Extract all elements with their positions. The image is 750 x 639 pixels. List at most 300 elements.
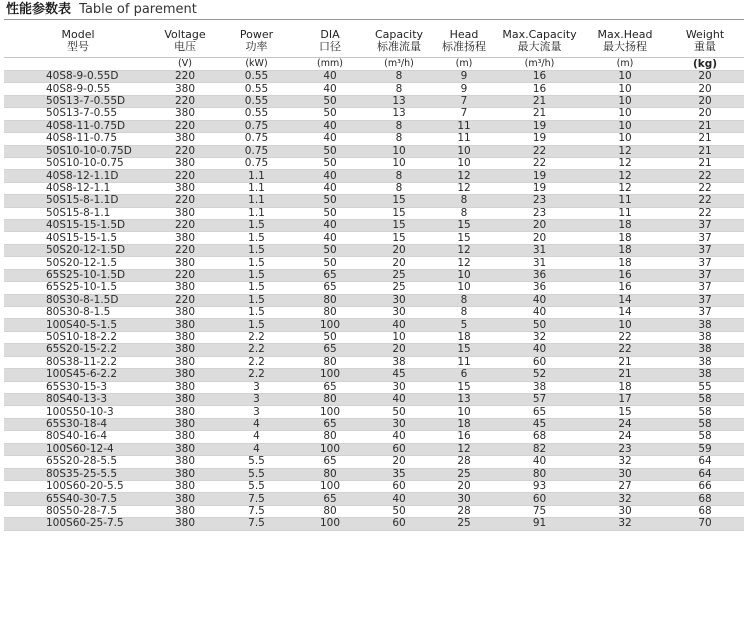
cell-weight: 21	[666, 120, 744, 132]
cell-head: 11	[433, 120, 495, 132]
header-dia-zh: 口径	[319, 39, 341, 53]
cell-head: 8	[433, 207, 495, 219]
cell-max-capacity: 23	[495, 195, 584, 207]
cell-model: 80S40-16-4	[4, 431, 152, 443]
cell-capacity: 20	[365, 244, 433, 256]
header-capacity	[365, 24, 433, 58]
cell-weight: 55	[666, 381, 744, 393]
cell-capacity: 40	[365, 493, 433, 505]
cell-voltage: 380	[152, 282, 218, 294]
cell-model: 40S8-9-0.55	[4, 83, 152, 95]
cell-model: 80S38-11-2.2	[4, 356, 152, 368]
header-max-head	[584, 24, 666, 58]
cell-model: 50S10-10-0.75D	[4, 145, 152, 157]
header-voltage	[152, 24, 218, 58]
cell-max-head: 22	[584, 331, 666, 343]
cell-power: 3	[218, 381, 295, 393]
cell-dia: 100	[295, 443, 365, 455]
cell-power: 0.75	[218, 120, 295, 132]
cell-max-capacity: 16	[495, 83, 584, 95]
cell-capacity: 25	[365, 269, 433, 281]
header-max-capacity-zh: 最大流量	[517, 39, 562, 53]
cell-head: 18	[433, 418, 495, 430]
cell-dia: 80	[295, 393, 365, 405]
cell-capacity: 30	[365, 294, 433, 306]
cell-power: 5.5	[218, 480, 295, 492]
cell-max-capacity: 68	[495, 431, 584, 443]
cell-power: 7.5	[218, 505, 295, 517]
cell-dia: 40	[295, 133, 365, 145]
cell-capacity: 25	[365, 282, 433, 294]
cell-weight: 22	[666, 207, 744, 219]
cell-max-capacity: 40	[495, 307, 584, 319]
cell-power: 1.5	[218, 307, 295, 319]
cell-power: 2.2	[218, 356, 295, 368]
cell-weight: 21	[666, 157, 744, 169]
cell-max-capacity: 21	[495, 95, 584, 107]
table-row	[4, 369, 744, 381]
cell-capacity: 40	[365, 319, 433, 331]
cell-capacity: 50	[365, 406, 433, 418]
cell-weight: 22	[666, 170, 744, 182]
cell-capacity: 45	[365, 369, 433, 381]
cell-weight: 37	[666, 257, 744, 269]
cell-max-capacity: 60	[495, 493, 584, 505]
cell-max-capacity: 20	[495, 232, 584, 244]
cell-model: 50S13-7-0.55	[4, 108, 152, 120]
cell-capacity: 13	[365, 95, 433, 107]
cell-max-head: 11	[584, 195, 666, 207]
cell-dia: 80	[295, 505, 365, 517]
cell-weight: 38	[666, 344, 744, 356]
cell-head: 10	[433, 282, 495, 294]
unit-head: (m)	[433, 58, 495, 71]
cell-weight: 64	[666, 456, 744, 468]
cell-capacity: 15	[365, 232, 433, 244]
cell-capacity: 15	[365, 207, 433, 219]
cell-voltage: 380	[152, 431, 218, 443]
cell-model: 40S8-9-0.55D	[4, 71, 152, 83]
cell-max-head: 18	[584, 381, 666, 393]
title-divider	[4, 19, 744, 20]
cell-power: 2.2	[218, 344, 295, 356]
cell-power: 1.1	[218, 207, 295, 219]
cell-capacity: 30	[365, 307, 433, 319]
cell-head: 18	[433, 331, 495, 343]
cell-head: 6	[433, 369, 495, 381]
cell-voltage: 380	[152, 108, 218, 120]
table-row	[4, 71, 744, 83]
cell-max-capacity: 32	[495, 331, 584, 343]
cell-max-head: 11	[584, 207, 666, 219]
cell-head: 12	[433, 257, 495, 269]
table-row	[4, 443, 744, 455]
cell-power: 1.5	[218, 282, 295, 294]
header-dia	[295, 24, 365, 58]
cell-model: 65S20-28-5.5	[4, 456, 152, 468]
cell-max-capacity: 16	[495, 71, 584, 83]
cell-max-capacity: 82	[495, 443, 584, 455]
header-model-en: Model	[61, 27, 95, 41]
cell-max-head: 18	[584, 220, 666, 232]
cell-voltage: 380	[152, 381, 218, 393]
cell-power: 4	[218, 443, 295, 455]
cell-head: 10	[433, 406, 495, 418]
cell-voltage: 380	[152, 456, 218, 468]
cell-max-capacity: 57	[495, 393, 584, 405]
cell-capacity: 30	[365, 418, 433, 430]
cell-max-head: 21	[584, 356, 666, 368]
cell-max-head: 24	[584, 431, 666, 443]
cell-power: 1.5	[218, 257, 295, 269]
table-row	[4, 393, 744, 405]
cell-max-head: 10	[584, 83, 666, 95]
table-row	[4, 145, 744, 157]
cell-capacity: 8	[365, 182, 433, 194]
cell-max-capacity: 40	[495, 294, 584, 306]
cell-max-head: 10	[584, 319, 666, 331]
cell-max-head: 32	[584, 493, 666, 505]
cell-voltage: 380	[152, 307, 218, 319]
cell-head: 12	[433, 443, 495, 455]
cell-model: 65S40-30-7.5	[4, 493, 152, 505]
cell-max-capacity: 19	[495, 182, 584, 194]
cell-capacity: 8	[365, 133, 433, 145]
cell-dia: 65	[295, 282, 365, 294]
table-row	[4, 431, 744, 443]
unit-power: (kW)	[218, 58, 295, 71]
cell-dia: 50	[295, 207, 365, 219]
cell-weight: 22	[666, 182, 744, 194]
cell-voltage: 380	[152, 356, 218, 368]
cell-dia: 80	[295, 468, 365, 480]
cell-capacity: 13	[365, 108, 433, 120]
cell-power: 0.55	[218, 95, 295, 107]
cell-model: 65S30-18-4	[4, 418, 152, 430]
cell-max-capacity: 93	[495, 480, 584, 492]
cell-max-head: 10	[584, 120, 666, 132]
cell-weight: 58	[666, 431, 744, 443]
cell-max-capacity: 22	[495, 145, 584, 157]
unit-weight: (kg)	[666, 58, 744, 71]
cell-max-capacity: 19	[495, 133, 584, 145]
cell-dia: 40	[295, 170, 365, 182]
cell-weight: 22	[666, 195, 744, 207]
cell-voltage: 220	[152, 220, 218, 232]
cell-dia: 40	[295, 71, 365, 83]
cell-head: 15	[433, 220, 495, 232]
unit-max-head: (m)	[584, 58, 666, 71]
cell-head: 11	[433, 133, 495, 145]
cell-capacity: 60	[365, 480, 433, 492]
cell-max-head: 32	[584, 518, 666, 530]
cell-capacity: 30	[365, 381, 433, 393]
cell-power: 1.5	[218, 244, 295, 256]
cell-voltage: 380	[152, 207, 218, 219]
table-row	[4, 257, 744, 269]
cell-max-capacity: 19	[495, 120, 584, 132]
cell-model: 50S20-12-1.5	[4, 257, 152, 269]
cell-capacity: 8	[365, 83, 433, 95]
cell-voltage: 220	[152, 244, 218, 256]
table-row	[4, 207, 744, 219]
cell-max-head: 21	[584, 369, 666, 381]
cell-max-head: 10	[584, 108, 666, 120]
cell-max-head: 17	[584, 393, 666, 405]
table-row	[4, 195, 744, 207]
cell-model: 65S25-10-1.5	[4, 282, 152, 294]
cell-max-capacity: 80	[495, 468, 584, 480]
cell-max-capacity: 36	[495, 282, 584, 294]
cell-head: 8	[433, 294, 495, 306]
cell-voltage: 380	[152, 331, 218, 343]
unit-row	[4, 58, 744, 71]
cell-voltage: 220	[152, 120, 218, 132]
cell-head: 8	[433, 195, 495, 207]
cell-capacity: 15	[365, 195, 433, 207]
cell-weight: 38	[666, 331, 744, 343]
cell-dia: 80	[295, 307, 365, 319]
header-power	[218, 24, 295, 58]
cell-dia: 40	[295, 182, 365, 194]
cell-power: 2.2	[218, 331, 295, 343]
cell-head: 28	[433, 456, 495, 468]
cell-dia: 80	[295, 356, 365, 368]
cell-max-head: 12	[584, 182, 666, 194]
cell-voltage: 380	[152, 406, 218, 418]
cell-max-capacity: 20	[495, 220, 584, 232]
header-capacity-en: Capacity	[374, 27, 424, 41]
cell-dia: 40	[295, 83, 365, 95]
cell-max-capacity: 65	[495, 406, 584, 418]
spec-table	[4, 24, 744, 531]
cell-dia: 40	[295, 232, 365, 244]
table-row	[4, 406, 744, 418]
unit-max-capacity: (m³/h)	[495, 58, 584, 71]
cell-weight: 20	[666, 95, 744, 107]
cell-capacity: 50	[365, 505, 433, 517]
cell-voltage: 380	[152, 518, 218, 530]
header-max-capacity	[495, 24, 584, 58]
cell-weight: 68	[666, 505, 744, 517]
cell-model: 80S30-8-1.5D	[4, 294, 152, 306]
cell-max-head: 27	[584, 480, 666, 492]
cell-max-capacity: 40	[495, 344, 584, 356]
cell-dia: 80	[295, 294, 365, 306]
cell-head: 12	[433, 244, 495, 256]
cell-max-head: 12	[584, 145, 666, 157]
cell-power: 5.5	[218, 468, 295, 480]
cell-max-head: 14	[584, 307, 666, 319]
cell-max-capacity: 21	[495, 108, 584, 120]
cell-max-head: 10	[584, 71, 666, 83]
cell-weight: 37	[666, 307, 744, 319]
cell-weight: 21	[666, 133, 744, 145]
cell-max-capacity: 36	[495, 269, 584, 281]
cell-voltage: 380	[152, 505, 218, 517]
cell-voltage: 220	[152, 71, 218, 83]
cell-model: 40S8-11-0.75	[4, 133, 152, 145]
cell-model: 100S60-25-7.5	[4, 518, 152, 530]
cell-power: 0.55	[218, 83, 295, 95]
table-row	[4, 344, 744, 356]
cell-voltage: 380	[152, 418, 218, 430]
table-row	[4, 95, 744, 107]
cell-voltage: 380	[152, 493, 218, 505]
cell-model: 80S40-13-3	[4, 393, 152, 405]
table-row	[4, 157, 744, 169]
cell-power: 2.2	[218, 369, 295, 381]
table-row	[4, 294, 744, 306]
header-head-zh: 标准扬程	[442, 39, 486, 53]
cell-power: 0.75	[218, 157, 295, 169]
cell-head: 25	[433, 468, 495, 480]
header-model	[4, 24, 152, 58]
cell-capacity: 38	[365, 356, 433, 368]
cell-max-head: 10	[584, 133, 666, 145]
cell-dia: 100	[295, 319, 365, 331]
cell-power: 1.1	[218, 195, 295, 207]
cell-capacity: 35	[365, 468, 433, 480]
cell-capacity: 40	[365, 393, 433, 405]
header-head	[433, 24, 495, 58]
cell-dia: 50	[295, 244, 365, 256]
cell-weight: 58	[666, 406, 744, 418]
cell-head: 5	[433, 319, 495, 331]
table-row	[4, 170, 744, 182]
cell-dia: 65	[295, 456, 365, 468]
cell-model: 40S15-15-1.5	[4, 232, 152, 244]
cell-weight: 37	[666, 282, 744, 294]
header-row	[4, 24, 744, 58]
cell-voltage: 380	[152, 393, 218, 405]
cell-voltage: 380	[152, 344, 218, 356]
table-row	[4, 269, 744, 281]
cell-max-head: 32	[584, 456, 666, 468]
cell-weight: 37	[666, 294, 744, 306]
cell-head: 15	[433, 344, 495, 356]
cell-max-head: 15	[584, 406, 666, 418]
cell-power: 3	[218, 406, 295, 418]
cell-weight: 37	[666, 244, 744, 256]
header-voltage-zh: 电压	[174, 39, 196, 53]
cell-voltage: 380	[152, 480, 218, 492]
cell-dia: 40	[295, 120, 365, 132]
cell-dia: 65	[295, 381, 365, 393]
table-row	[4, 133, 744, 145]
table-row	[4, 505, 744, 517]
unit-model	[4, 58, 152, 71]
cell-voltage: 380	[152, 83, 218, 95]
header-max-head-en: Max.Head	[597, 27, 653, 41]
cell-capacity: 20	[365, 456, 433, 468]
cell-weight: 64	[666, 468, 744, 480]
cell-weight: 20	[666, 108, 744, 120]
header-max-head-zh: 最大扬程	[603, 39, 647, 53]
cell-head: 7	[433, 108, 495, 120]
cell-weight: 20	[666, 71, 744, 83]
table-row	[4, 480, 744, 492]
cell-head: 20	[433, 480, 495, 492]
cell-head: 12	[433, 170, 495, 182]
cell-head: 9	[433, 71, 495, 83]
table-row	[4, 319, 744, 331]
table-row	[4, 418, 744, 430]
cell-dia: 50	[295, 157, 365, 169]
cell-max-capacity: 50	[495, 319, 584, 331]
cell-head: 7	[433, 95, 495, 107]
cell-dia: 80	[295, 431, 365, 443]
cell-model: 50S10-18-2.2	[4, 331, 152, 343]
cell-max-capacity: 60	[495, 356, 584, 368]
cell-power: 1.5	[218, 319, 295, 331]
table-title-zh: 性能参数表	[6, 2, 72, 17]
cell-voltage: 380	[152, 369, 218, 381]
cell-dia: 50	[295, 331, 365, 343]
cell-model: 65S30-15-3	[4, 381, 152, 393]
cell-weight: 68	[666, 493, 744, 505]
cell-power: 7.5	[218, 518, 295, 530]
cell-dia: 65	[295, 344, 365, 356]
cell-power: 1.1	[218, 170, 295, 182]
cell-head: 25	[433, 518, 495, 530]
cell-weight: 20	[666, 83, 744, 95]
cell-weight: 38	[666, 356, 744, 368]
table-body	[4, 71, 744, 531]
table-row	[4, 381, 744, 393]
cell-model: 50S10-10-0.75	[4, 157, 152, 169]
cell-voltage: 380	[152, 182, 218, 194]
table-row	[4, 356, 744, 368]
cell-dia: 50	[295, 195, 365, 207]
header-voltage-en: Voltage	[164, 27, 206, 41]
cell-power: 0.55	[218, 71, 295, 83]
cell-model: 65S25-10-1.5D	[4, 269, 152, 281]
table-row	[4, 120, 744, 132]
cell-dia: 100	[295, 369, 365, 381]
cell-max-capacity: 31	[495, 257, 584, 269]
cell-dia: 50	[295, 108, 365, 120]
cell-model: 40S8-12-1.1	[4, 182, 152, 194]
cell-max-capacity: 40	[495, 456, 584, 468]
header-power-zh: 功率	[245, 39, 268, 53]
cell-max-head: 30	[584, 468, 666, 480]
table-row	[4, 331, 744, 343]
cell-power: 5.5	[218, 456, 295, 468]
cell-weight: 38	[666, 319, 744, 331]
cell-dia: 65	[295, 418, 365, 430]
cell-max-head: 12	[584, 170, 666, 182]
table-row	[4, 456, 744, 468]
cell-weight: 37	[666, 232, 744, 244]
cell-power: 1.5	[218, 269, 295, 281]
cell-dia: 65	[295, 269, 365, 281]
cell-voltage: 220	[152, 95, 218, 107]
cell-weight: 59	[666, 443, 744, 455]
cell-max-head: 22	[584, 344, 666, 356]
cell-head: 28	[433, 505, 495, 517]
table-title	[6, 2, 197, 18]
cell-voltage: 380	[152, 468, 218, 480]
table-row	[4, 244, 744, 256]
cell-model: 80S30-8-1.5	[4, 307, 152, 319]
cell-power: 0.75	[218, 145, 295, 157]
cell-voltage: 220	[152, 195, 218, 207]
cell-max-head: 16	[584, 269, 666, 281]
cell-capacity: 40	[365, 431, 433, 443]
cell-head: 10	[433, 269, 495, 281]
unit-dia: (mm)	[295, 58, 365, 71]
